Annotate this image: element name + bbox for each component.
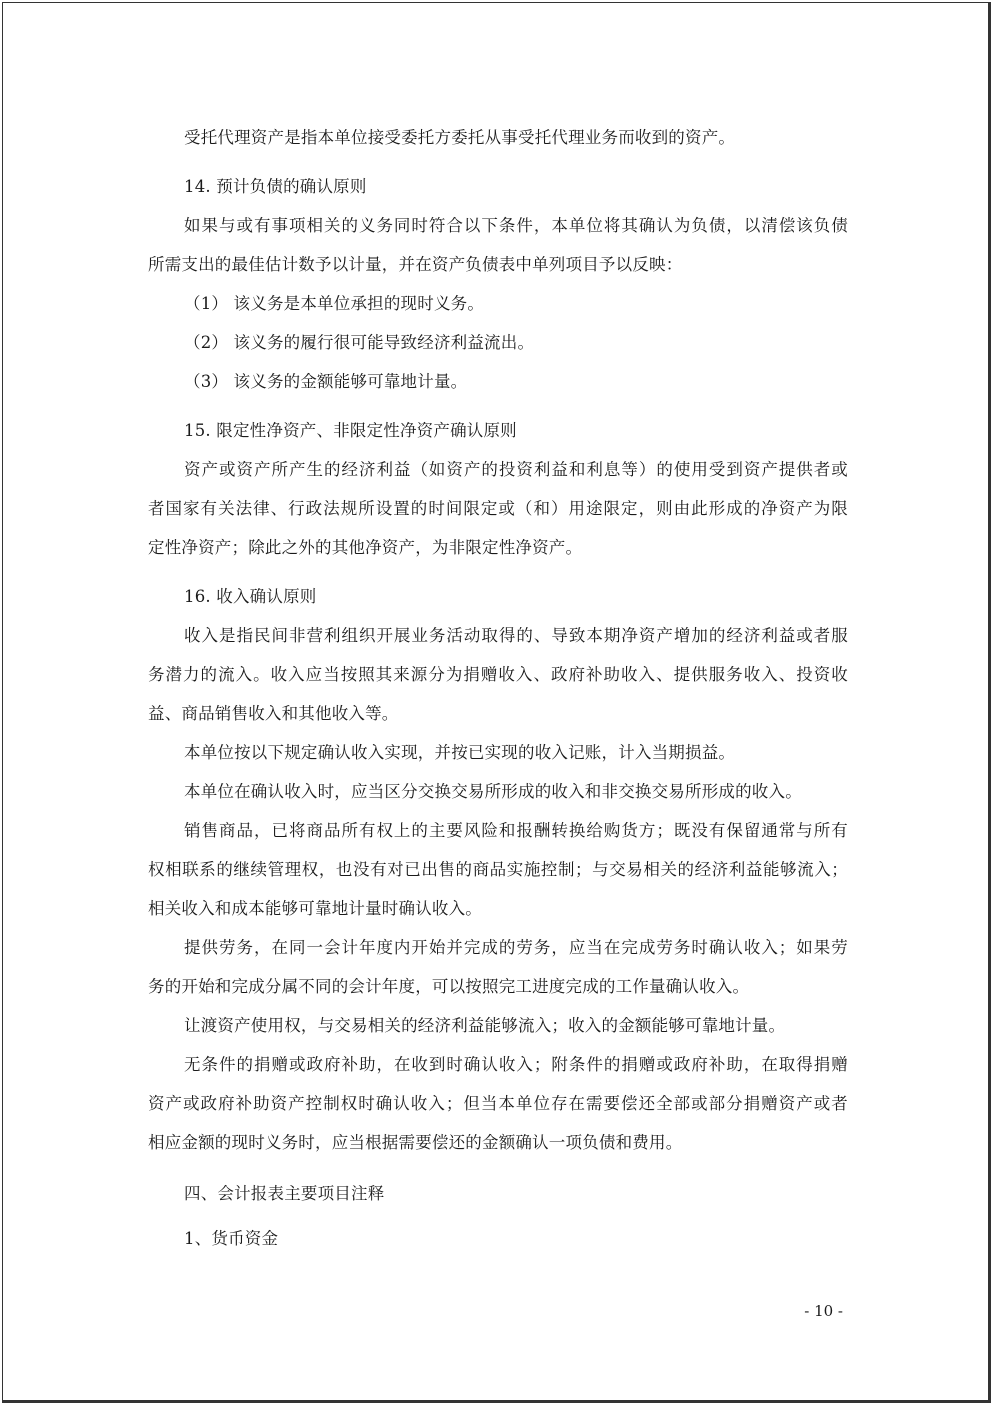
paragraph-line: 本单位按以下规定确认收入实现，并按已实现的收入记账，计入当期损益。	[184, 743, 736, 762]
document-body	[148, 118, 848, 1258]
section-heading-14: 14. 预计负债的确认原则	[184, 177, 367, 196]
list-item: （3） 该义务的金额能够可靠地计量。	[184, 372, 468, 391]
section-heading-15: 15. 限定性净资产、非限定性净资产确认原则	[184, 421, 517, 440]
paragraph-line: 资产或资产所产生的经济利益（如资产的投资利益和利息等）的使用受到资产提供者或	[184, 460, 848, 479]
paragraph-line: 受托代理资产是指本单位接受委托方委托从事受托代理业务而收到的资产。	[184, 128, 736, 147]
paragraph-line: 资产或政府补助资产控制权时确认收入；但当本单位存在需要偿还全部或部分捐赠资产或者	[148, 1094, 848, 1113]
paragraph-line: 销售商品，已将商品所有权上的主要风险和报酬转换给购货方；既没有保留通常与所有	[184, 821, 848, 840]
subsection-heading: 1、货币资金	[184, 1229, 279, 1248]
section-heading-16: 16. 收入确认原则	[184, 587, 317, 606]
paragraph-line: 权相联系的继续管理权，也没有对已出售的商品实施控制；与交易相关的经济利益能够流入；	[148, 860, 848, 879]
paragraph-line: 让渡资产使用权，与交易相关的经济利益能够流入；收入的金额能够可靠地计量。	[184, 1016, 786, 1035]
chapter-heading: 四、会计报表主要项目注释	[184, 1184, 385, 1203]
list-item: （1） 该义务是本单位承担的现时义务。	[184, 294, 485, 313]
paragraph-line: 相关收入和成本能够可靠地计量时确认收入。	[148, 899, 482, 918]
paragraph-line: 定性净资产；除此之外的其他净资产，为非限定性净资产。	[148, 538, 583, 557]
paragraph-line: 本单位在确认收入时，应当区分交换交易所形成的收入和非交换交易所形成的收入。	[184, 782, 802, 801]
paragraph-line: 务的开始和完成分属不同的会计年度，可以按照完工进度完成的工作量确认收入。	[148, 977, 750, 996]
list-item: （2） 该义务的履行很可能导致经济利益流出。	[184, 333, 535, 352]
paragraph-line: 提供劳务，在同一会计年度内开始并完成的劳务，应当在完成劳务时确认收入；如果劳	[184, 938, 848, 957]
paragraph-line: 所需支出的最佳估计数予以计量，并在资产负债表中单列项目予以反映：	[148, 255, 683, 274]
paragraph-line: 者国家有关法律、行政法规所设置的时间限定或（和）用途限定，则由此形成的净资产为限	[148, 499, 848, 518]
paragraph-line: 收入是指民间非营利组织开展业务活动取得的、导致本期净资产增加的经济利益或者服	[184, 626, 848, 645]
paragraph-line: 相应金额的现时义务时，应当根据需要偿还的金额确认一项负债和费用。	[148, 1133, 683, 1152]
paragraph-line: 务潜力的流入。收入应当按照其来源分为捐赠收入、政府补助收入、提供服务收入、投资收	[148, 665, 848, 684]
paragraph-line: 无条件的捐赠或政府补助，在收到时确认收入；附条件的捐赠或政府补助，在取得捐赠	[184, 1055, 848, 1074]
paragraph-line: 如果与或有事项相关的义务同时符合以下条件，本单位将其确认为负债，以清偿该负债	[184, 216, 848, 235]
page-number: - 10 -	[804, 1302, 843, 1320]
paragraph-line: 益、商品销售收入和其他收入等。	[148, 704, 399, 723]
